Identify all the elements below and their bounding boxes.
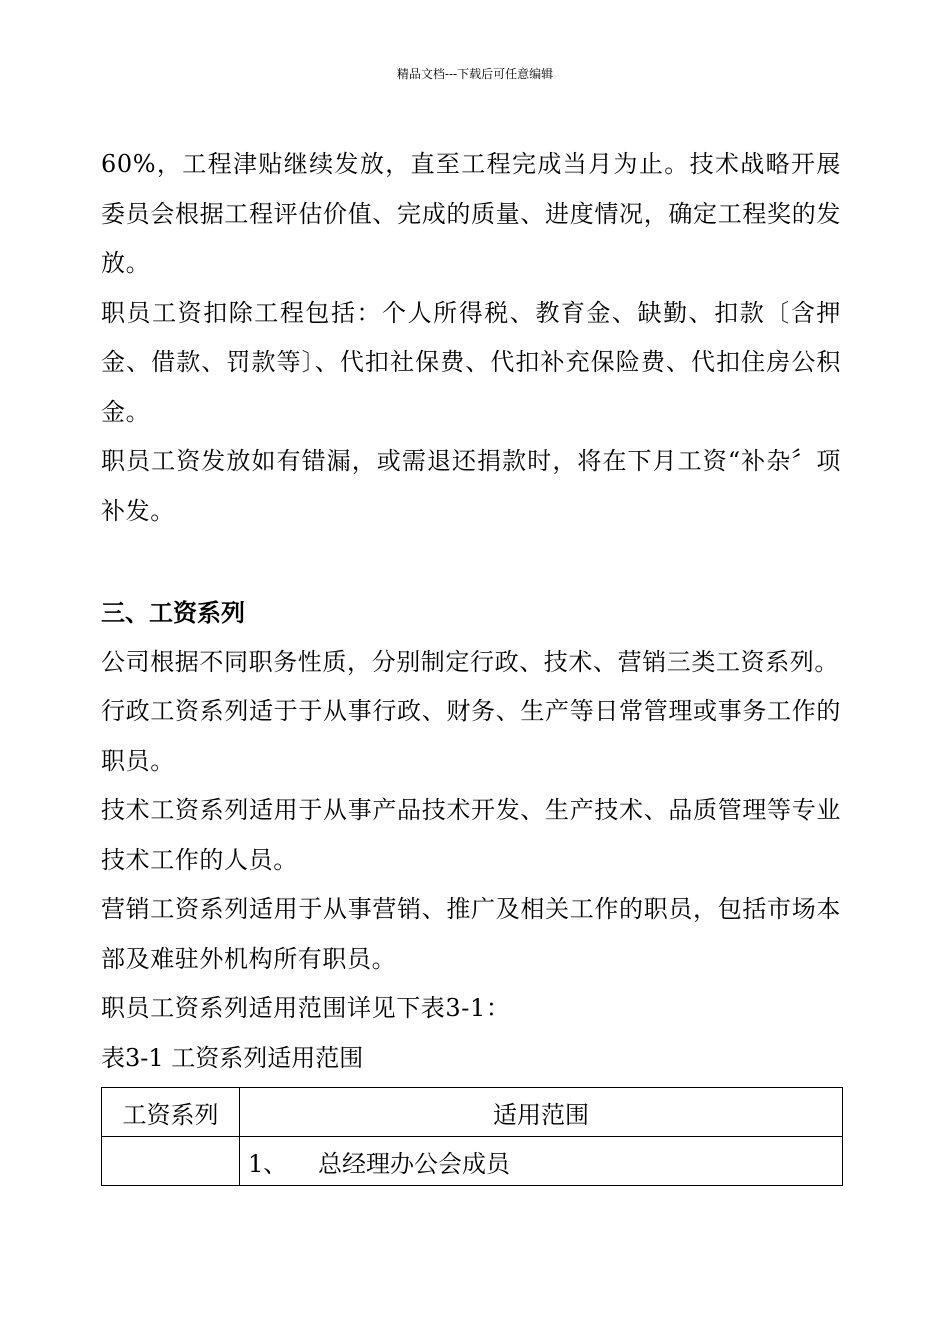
table-caption: 表3-1 工资系列适用范围 <box>101 1043 364 1072</box>
paragraph-payment-errors: 职员工资发放如有错漏，或需退还捐款时，将在下月工资“补杂〞项补发。 <box>101 447 841 525</box>
section-heading: 三、工资系列 <box>101 598 245 627</box>
section-spacer <box>101 536 841 588</box>
table-cell-scope <box>240 1137 843 1186</box>
paragraph-salary-series-intro: 公司根据不同职务性质，分别制定行政、技术、营销三类工资系列。 <box>101 647 839 676</box>
paragraph-salary-deductions: 职员工资扣除工程包括：个人所得税、教育金、缺勤、扣款〔含押金、借款、罚款等〕、代扣社保费、代扣补充保险费、代扣住房公积金。 <box>101 298 841 426</box>
document-body <box>101 140 841 1186</box>
list-number: 1、 <box>248 1149 288 1178</box>
table-row <box>102 1137 843 1186</box>
table-cell-series <box>102 1137 240 1186</box>
paragraph-table-reference: 职员工资系列适用范围详见下表3-1： <box>101 994 511 1022</box>
paragraph-admin-series: 行政工资系列适于于从事行政、财务、生产等日常管理或事务工作的职员。 <box>101 697 841 775</box>
list-text: 总经理办公会成员 <box>318 1149 510 1178</box>
table-header-row <box>102 1088 843 1137</box>
paragraph-tech-series: 技术工资系列适用于从事产品技术开发、生产技术、品质管理等专业技术工作的人员。 <box>101 796 841 874</box>
salary-series-table <box>101 1087 843 1186</box>
paragraph-project-allowance: 60%，工程津贴继续发放，直至工程完成当月为止。技术战略开展委员会根据工程评估价值、完成的质量、进度情况，确定工程奖的发放。 <box>101 150 841 277</box>
paragraph-sales-series: 营销工资系列适用于从事营销、推广及相关工作的职员，包括市场本部及难驻外机构所有职员。 <box>101 895 841 973</box>
page-header: 精品文档---下载后可任意编辑 <box>396 67 554 81</box>
table-header-series: 工资系列 <box>102 1088 240 1137</box>
table-header-scope: 适用范围 <box>240 1088 843 1137</box>
